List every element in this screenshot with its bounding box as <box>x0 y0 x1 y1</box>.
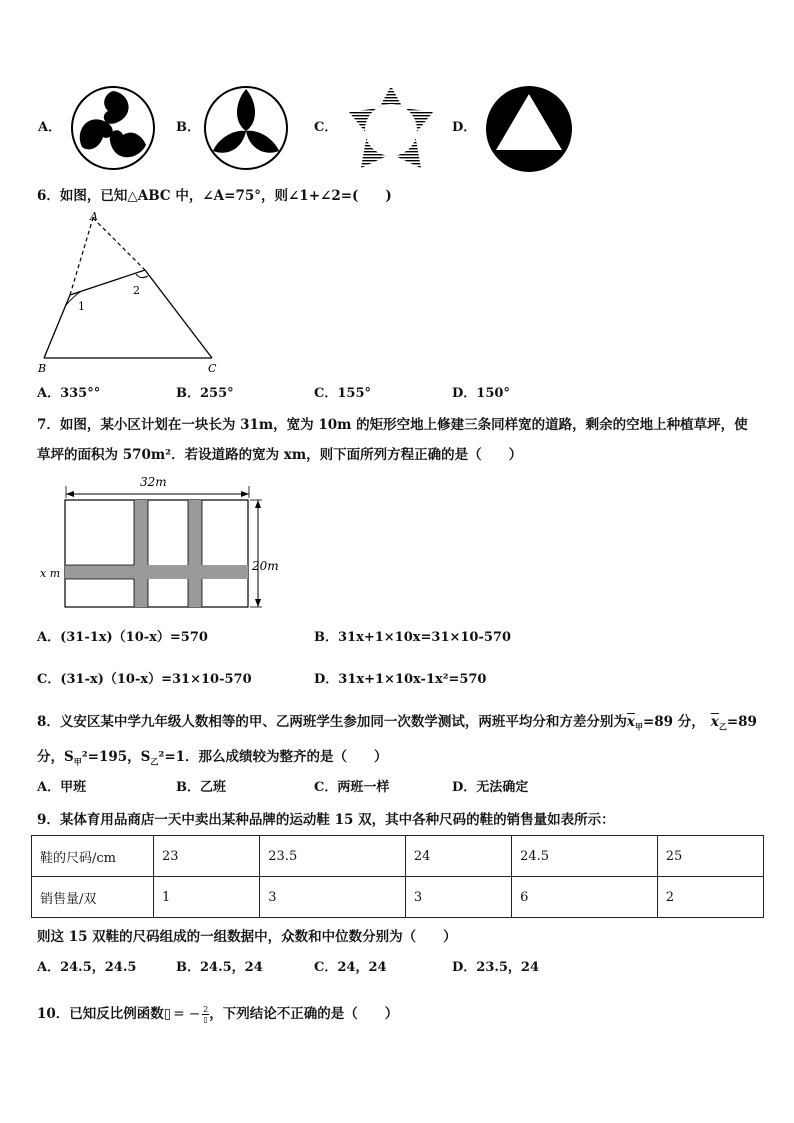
side-dashed-left <box>70 218 93 295</box>
angle-1-label: 1 <box>78 300 85 313</box>
vertical-road-2 <box>188 500 202 607</box>
q8-option-a: A．甲班 <box>37 780 87 795</box>
q8-stem-line2: 分，$S_甲^2=195$，$S_乙^2=1$．那么成绩较为整齐的是（ ） <box>37 749 388 767</box>
vertex-a-label: A <box>90 210 98 223</box>
q5-option-c-figure <box>345 82 437 174</box>
q8-option-c: C．两班一样 <box>314 780 390 795</box>
table-row <box>32 836 764 877</box>
q6-stem: 6．如图，已知△ABC 中，∠A=75°，则∠1+∠2=( ) <box>37 188 392 204</box>
vertex-b-label: B <box>38 362 47 375</box>
q7-option-b: B．31x+1×10x=31×10-570 <box>314 630 511 645</box>
table-cell: 鞋的尺码/cm <box>32 836 154 877</box>
angle-2-arc <box>136 274 148 278</box>
q5-option-d-label: D． <box>452 120 477 135</box>
q9-option-c: C．24，24 <box>314 960 387 975</box>
table-cell: 23 <box>154 836 260 877</box>
xbar-jia: $\overline{x}$ <box>626 714 635 730</box>
shoe-size-table <box>31 835 764 918</box>
table-cell: 3 <box>260 877 406 918</box>
table-cell: 25 <box>657 836 763 877</box>
table-cell: 6 <box>512 877 658 918</box>
q8-option-b: B．乙班 <box>176 780 226 795</box>
q5-option-d-figure <box>484 84 574 174</box>
vertical-road-1 <box>134 500 148 607</box>
q7-road-figure <box>36 470 286 614</box>
table-cell: 2 <box>657 877 763 918</box>
vertex-c-label: C <box>208 362 217 375</box>
q7-option-c: C．(31-x)（10-x）=31×10-570 <box>37 672 252 687</box>
height-label: 20m <box>252 559 279 573</box>
q6-option-c: C．155° <box>314 386 371 401</box>
q5-option-b-figure <box>203 85 289 171</box>
q10-stem: 10．已知反比例函数▯ = − 2 ▯ ，下列结论不正确的是（ ） <box>37 1005 399 1024</box>
height-dimension-arrow <box>250 500 262 607</box>
angle-2-label: 2 <box>133 284 140 297</box>
table-cell: 销售量/双 <box>32 877 154 918</box>
q7-option-a: A．(31-1x)（10-x）=570 <box>37 630 208 645</box>
table-cell: 3 <box>405 877 511 918</box>
road-width-label: x m <box>40 567 61 580</box>
q7-option-d: D．31x+1×10x-1x²=570 <box>314 672 487 687</box>
q9-option-d: D．23.5，24 <box>452 960 540 975</box>
q9-option-b: B．24.5，24 <box>176 960 263 975</box>
side-c-cut <box>145 270 212 358</box>
q6-option-d: D．150° <box>452 386 510 401</box>
table-cell: 1 <box>154 877 260 918</box>
q5-option-a-figure <box>70 85 156 171</box>
q5-option-a-label: A． <box>38 120 62 135</box>
q8-stem-line1: 8．义安区某中学九年级人数相等的甲、乙两班学生参加同一次数学测试，两班平均分和方差分别为$\overline{x}_甲=89$ 分， $\overline{x}_乙=89$ <box>37 714 757 732</box>
q7-stem-line2: 草坪的面积为 570m²．若设道路的宽为 xm，则下面所列方程正确的是（ ） <box>37 447 523 463</box>
q9-stem: 9．某体育用品商店一天中卖出某种品牌的运动鞋 15 双，其中各种尺码的鞋的销售量如表所示： <box>37 812 615 828</box>
q6-option-b: B．255° <box>176 386 234 401</box>
q5-option-c-label: C． <box>314 120 338 135</box>
q8-option-d: D．无法确定 <box>452 780 529 795</box>
field-rectangle <box>65 500 248 607</box>
q9-option-a: A．24.5，24.5 <box>37 960 137 975</box>
xbar-yi: $\overline{x}$ <box>710 714 719 730</box>
table-cell: 23.5 <box>260 836 406 877</box>
width-label: 32m <box>140 475 167 489</box>
fraction: 2 ▯ <box>203 1005 209 1024</box>
horizontal-road <box>65 565 248 579</box>
q9-after-text: 则这 15 双鞋的尺码组成的一组数据中，众数和中位数分别为（ ） <box>37 929 457 945</box>
q5-option-b-label: B． <box>176 120 200 135</box>
table-row <box>32 877 764 918</box>
function-variable: ▯ <box>163 1006 172 1022</box>
q6-option-a: A．335°° <box>37 386 101 401</box>
hatched-star-shape <box>349 86 433 168</box>
table-cell: 24 <box>405 836 511 877</box>
table-cell: 24.5 <box>512 836 658 877</box>
q6-triangle-figure <box>36 210 226 378</box>
side-dashed-right <box>93 218 145 270</box>
q7-stem-line1: 7．如图，某小区计划在一块长为 31m，宽为 10m 的矩形空地上修建三条同样宽的道路，剩余的空地上种植草坪，使 <box>37 417 748 433</box>
